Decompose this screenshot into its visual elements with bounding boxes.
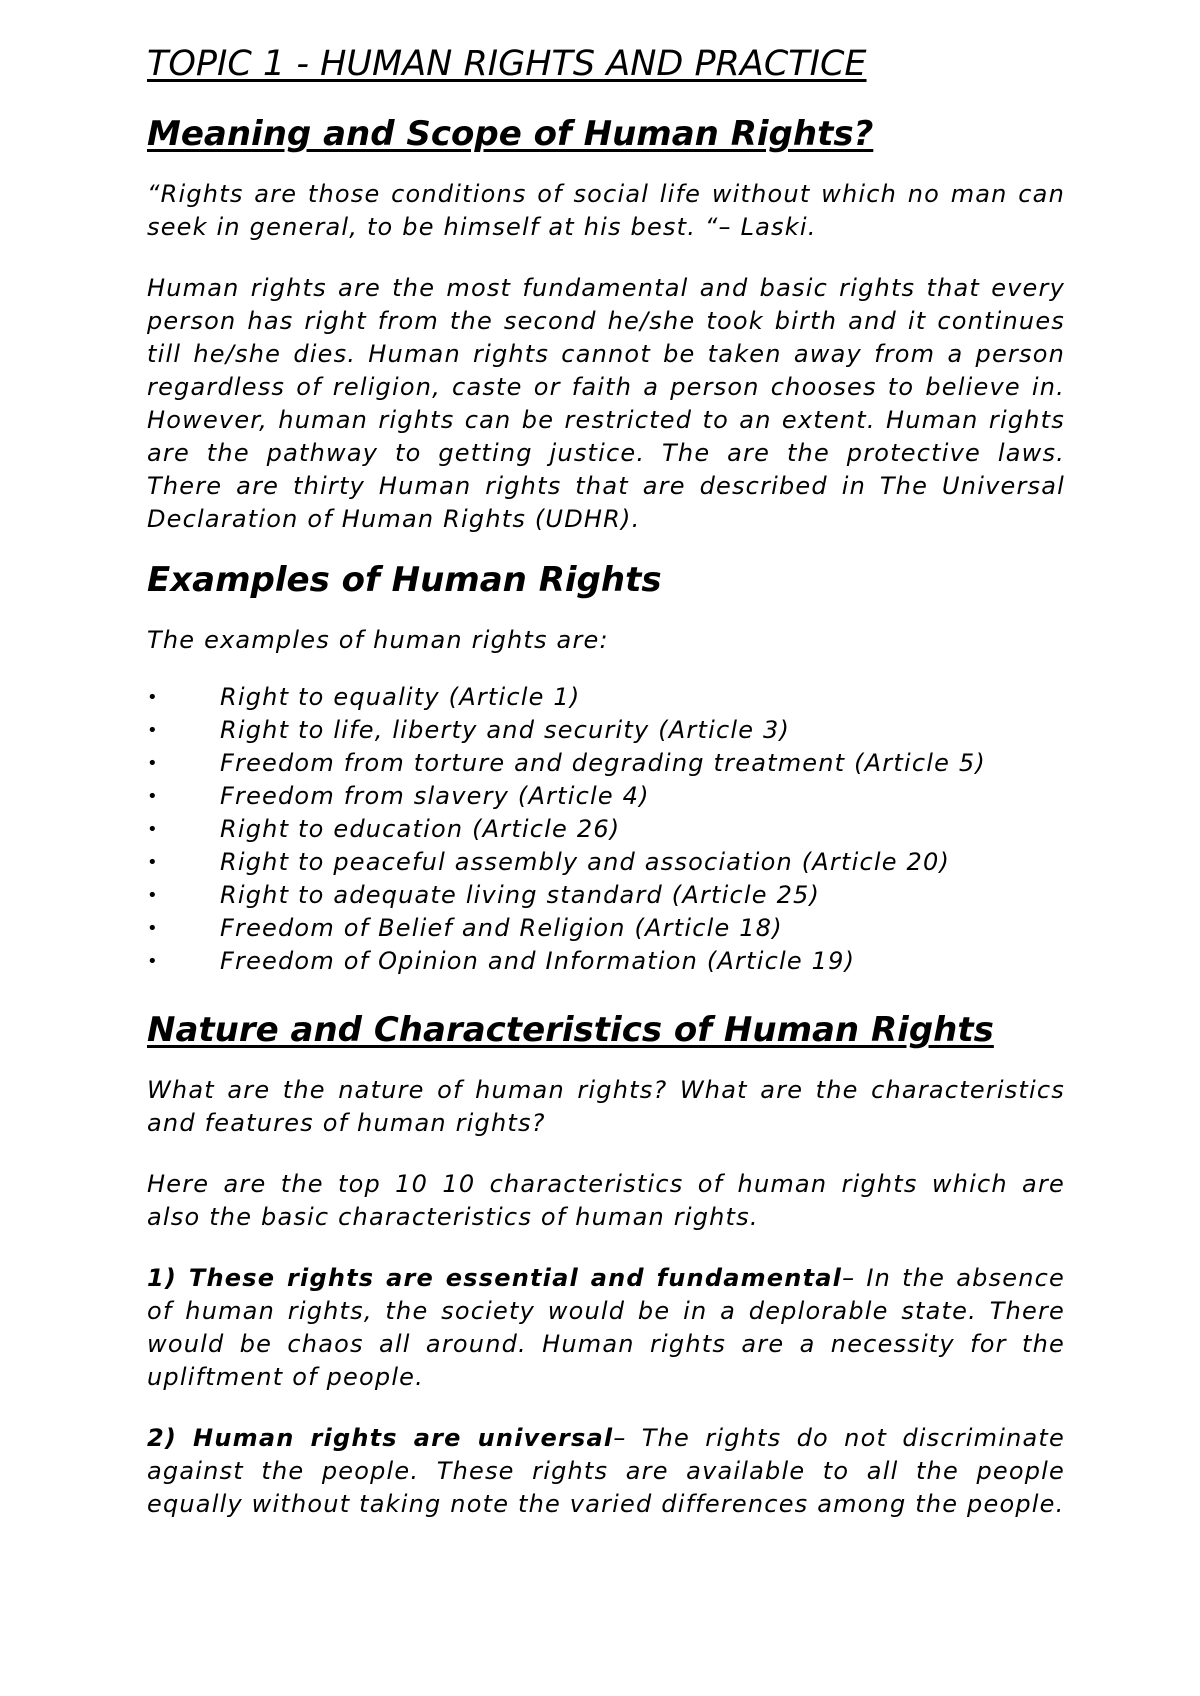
bullet-icon: • <box>147 852 159 873</box>
topic-title: TOPIC 1 - HUMAN RIGHTS AND PRACTICE <box>147 44 867 84</box>
list-item <box>147 747 1065 780</box>
list-item <box>147 714 1065 747</box>
list-item <box>147 681 1065 714</box>
bullet-icon: • <box>147 786 159 807</box>
list-item-text: Right to life, liberty and security (Article 3) <box>220 716 791 744</box>
characteristic-point-2 <box>147 1422 1065 1521</box>
bullet-icon: • <box>147 687 159 708</box>
characteristic-point-1-lead: 1) These rights are essential and fundamental <box>147 1264 843 1292</box>
meaning-scope-heading: Meaning and Scope of Human Rights? <box>147 114 874 154</box>
bullet-icon: • <box>147 918 159 939</box>
characteristic-point-2-text: – The rights do not discriminate against the people. These rights are available to all the people equally without taking note the varied differences among the people. <box>147 1424 1066 1518</box>
list-item <box>147 912 1065 945</box>
examples-heading: Examples of Human Rights <box>147 560 662 600</box>
list-item-text: Right to education (Article 26) <box>220 815 621 843</box>
characteristics-intro: Here are the top 10 10 characteristics of human rights which are also the basic characteristics of human rights. <box>147 1170 1065 1231</box>
list-item-text: Freedom from slavery (Article 4) <box>220 782 650 810</box>
document-page <box>147 38 1065 1521</box>
bullet-icon: • <box>147 951 159 972</box>
characteristic-point-1-text: – In the absence of human rights, the society would be in a deplorable state. There would be chaos all around. Human rights are a necessity for the upliftment of people. <box>147 1264 1065 1391</box>
list-item <box>147 813 1065 846</box>
bullet-icon: • <box>147 819 159 840</box>
list-item-text: Freedom of Opinion and Information (Article 19) <box>220 947 856 975</box>
nature-characteristics-heading: Nature and Characteristics of Human Rights <box>147 1010 994 1050</box>
laski-quote: “Rights are those conditions of social life without which no man can seek in general, to be himself at his best. “– Laski. <box>147 180 1065 241</box>
characteristic-point-2-lead: 2) Human rights are universal <box>147 1424 614 1452</box>
list-item <box>147 780 1065 813</box>
characteristic-point-1 <box>147 1262 1065 1394</box>
list-item-text: Right to peaceful assembly and association (Article 20) <box>220 848 951 876</box>
examples-list <box>147 681 1065 978</box>
list-item-text: Right to adequate living standard (Article 25) <box>220 881 821 909</box>
bullet-icon: • <box>147 885 159 906</box>
list-item-text: Freedom from torture and degrading treatment (Article 5) <box>220 749 986 777</box>
human-rights-definition: Human rights are the most fundamental and basic rights that every person has right from the second he/she took birth and it continues till he/she dies. Human rights cannot be taken away from a person regardless of religion, caste or faith a person chooses to believe in. However, human rights can be restricted to an extent. Human rights are the pathway to getting justice. The are the protective laws. There are thirty Human rights that are described in The Universal Declaration of Human Rights (UDHR). <box>147 274 1065 533</box>
list-item <box>147 846 1065 879</box>
bullet-icon: • <box>147 720 159 741</box>
list-item <box>147 945 1065 978</box>
nature-question: What are the nature of human rights? What are the characteristics and features of human rights? <box>147 1076 1065 1137</box>
examples-intro: The examples of human rights are: <box>147 626 609 654</box>
bullet-icon: • <box>147 753 159 774</box>
list-item-text: Right to equality (Article 1) <box>220 683 581 711</box>
list-item-text: Freedom of Belief and Religion (Article 18) <box>220 914 783 942</box>
list-item <box>147 879 1065 912</box>
